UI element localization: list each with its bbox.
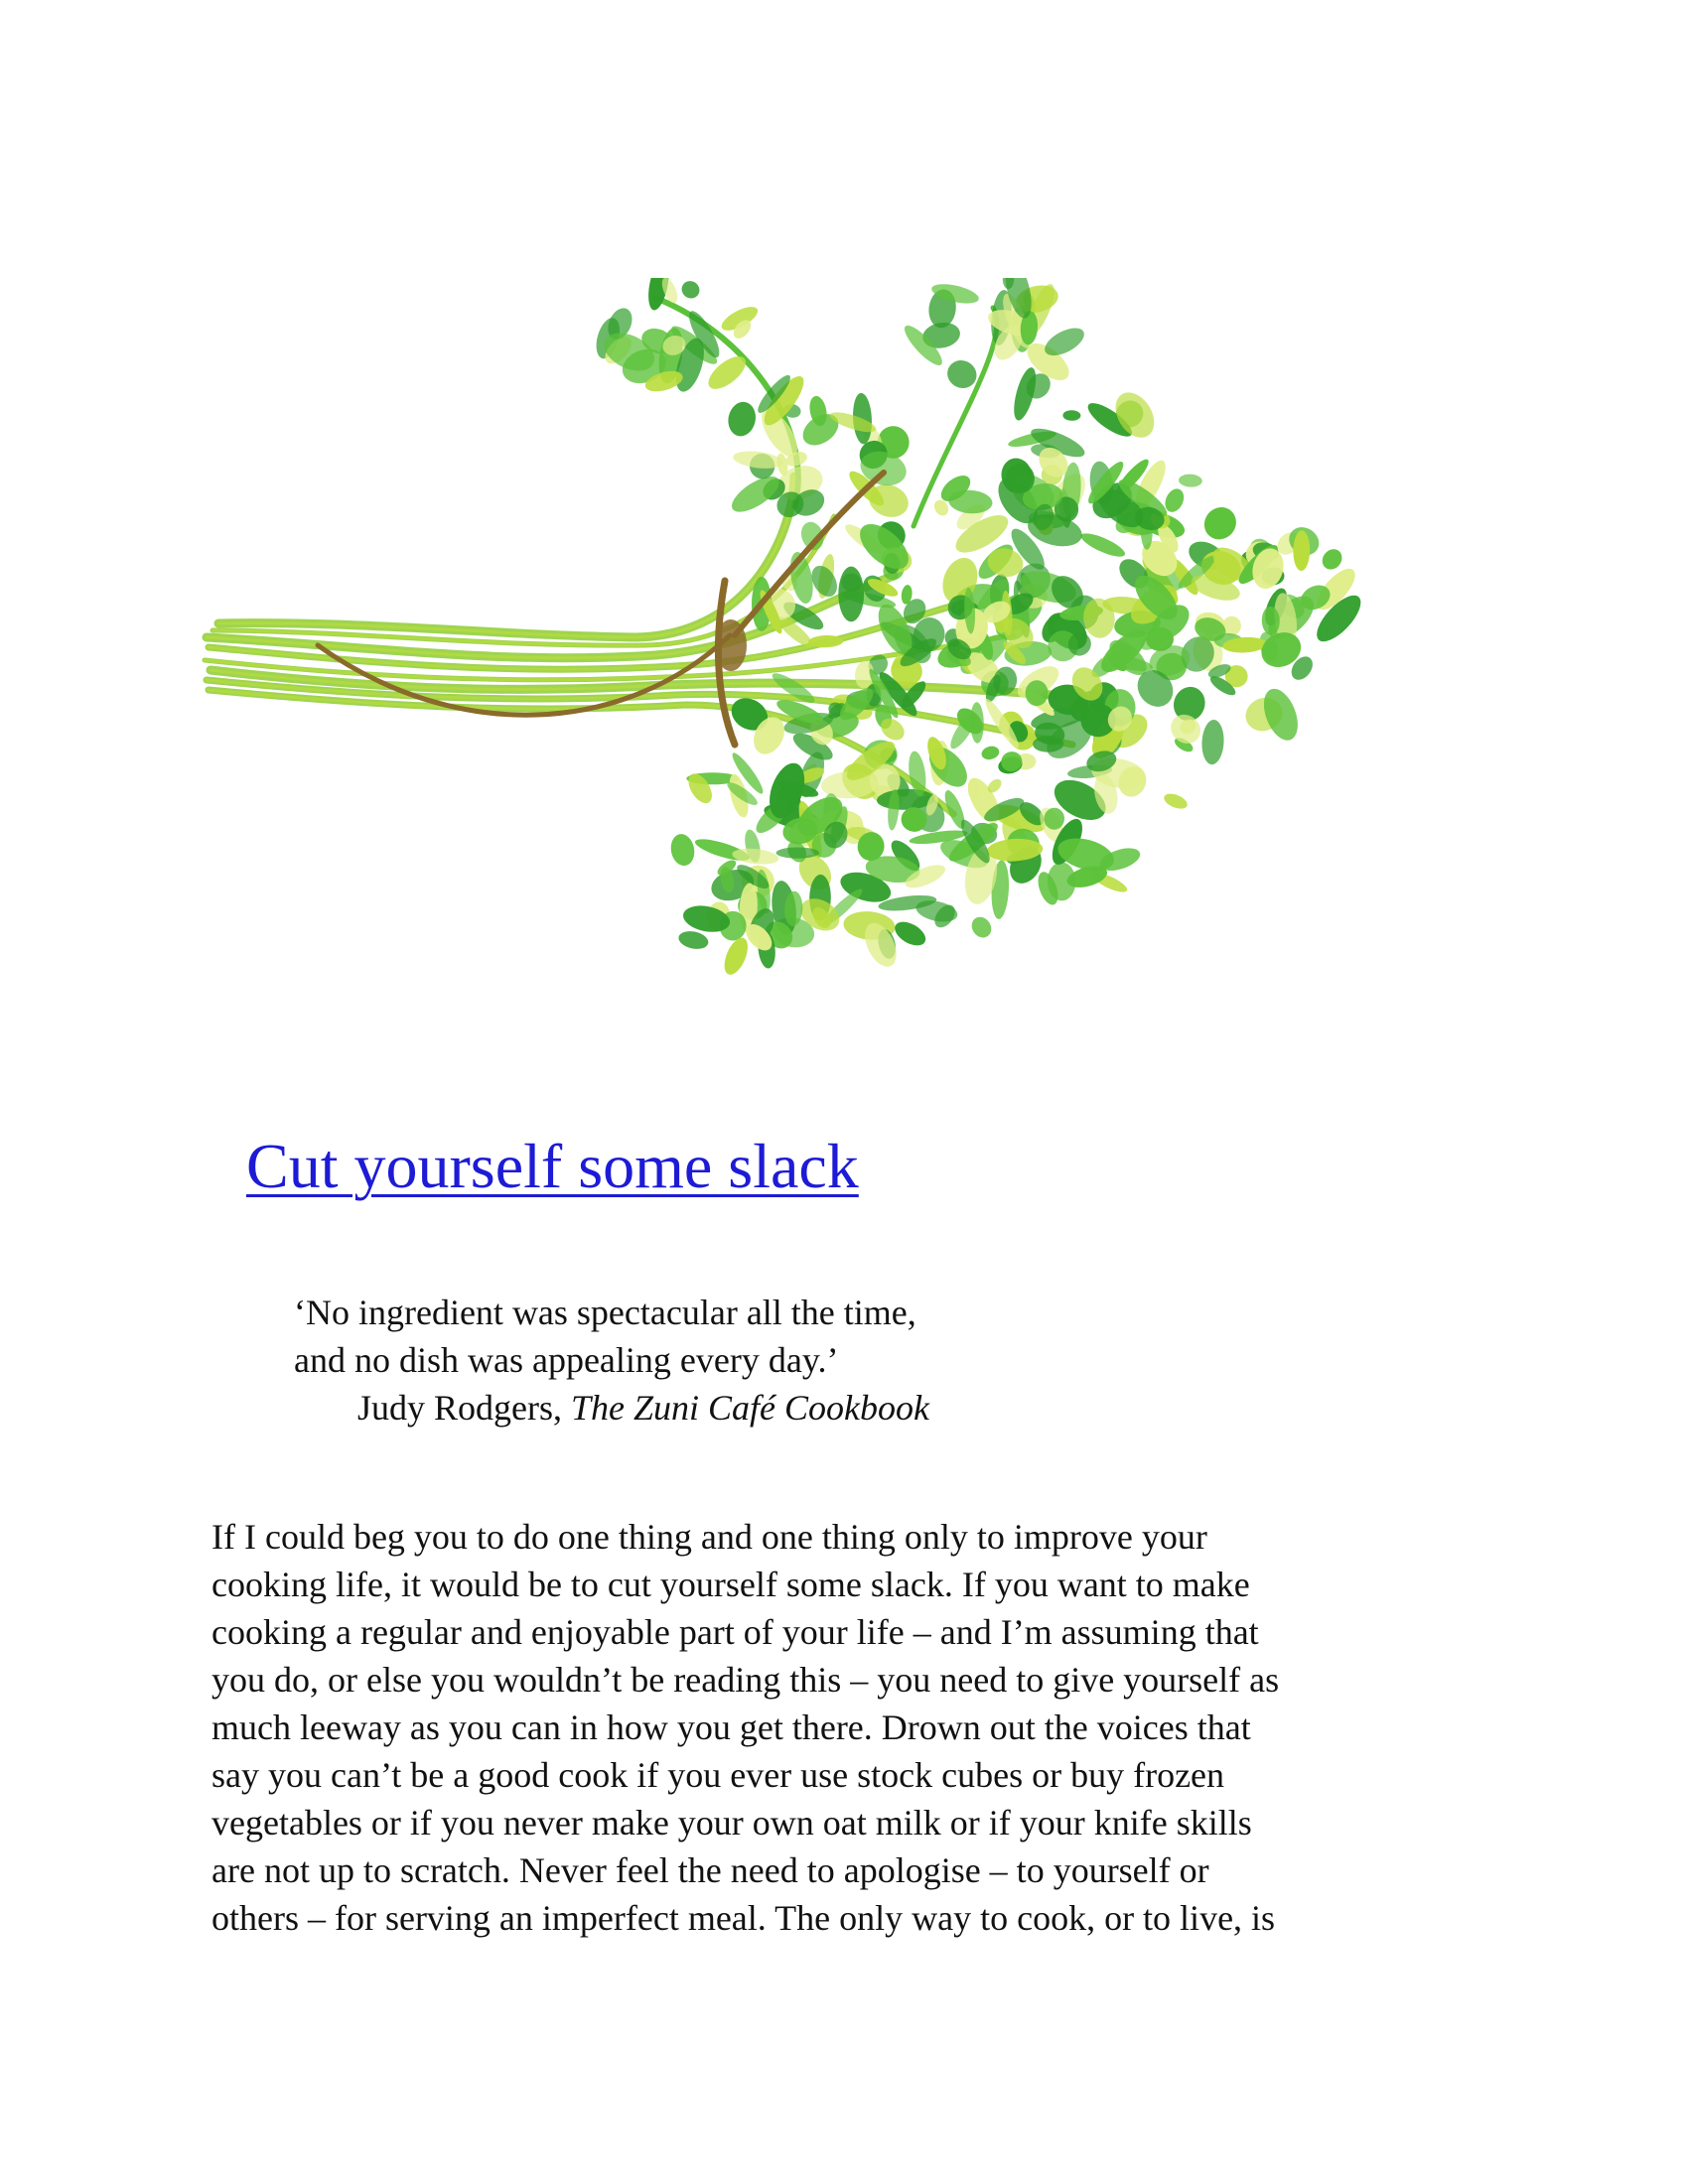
parsley-icon [199, 278, 1450, 1003]
body-line: vegetables or if you never make your own oat milk or if your knife skills [211, 1803, 1252, 1843]
body-line: others – for serving an imperfect meal. The only way to cook, or to live, is [211, 1898, 1276, 1938]
body-line: cooking life, it would be to cut yourself some slack. If you want to make [211, 1565, 1250, 1604]
epigraph-line-2: and no dish was appealing every day.’ [294, 1340, 839, 1380]
epigraph-author: Judy Rodgers, [357, 1388, 571, 1428]
body-line: say you can’t be a good cook if you ever use stock cubes or buy frozen [211, 1755, 1225, 1795]
body-line: are not up to scratch. Never feel the need to apologise – to yourself or [211, 1850, 1209, 1890]
body-line: cooking a regular and enjoyable part of your life – and I’m assuming that [211, 1612, 1259, 1652]
epigraph-book-title: The Zuni Café Cookbook [571, 1388, 929, 1428]
body-line: you do, or else you wouldn’t be reading this – you need to give yourself as [211, 1660, 1280, 1700]
parsley-bunch-illustration [199, 278, 1450, 1003]
epigraph-attribution [294, 1384, 929, 1432]
chapter-title-link[interactable]: Cut yourself some slack [246, 1131, 859, 1201]
epigraph [294, 1289, 929, 1432]
body-line: If I could beg you to do one thing and one thing only to improve your [211, 1517, 1207, 1557]
epigraph-line-1: ‘No ingredient was spectacular all the time, [294, 1293, 916, 1332]
body-line: much leeway as you can in how you get there. Drown out the voices that [211, 1707, 1251, 1747]
chapter-title [246, 1132, 859, 1201]
body-paragraph [211, 1513, 1502, 1942]
